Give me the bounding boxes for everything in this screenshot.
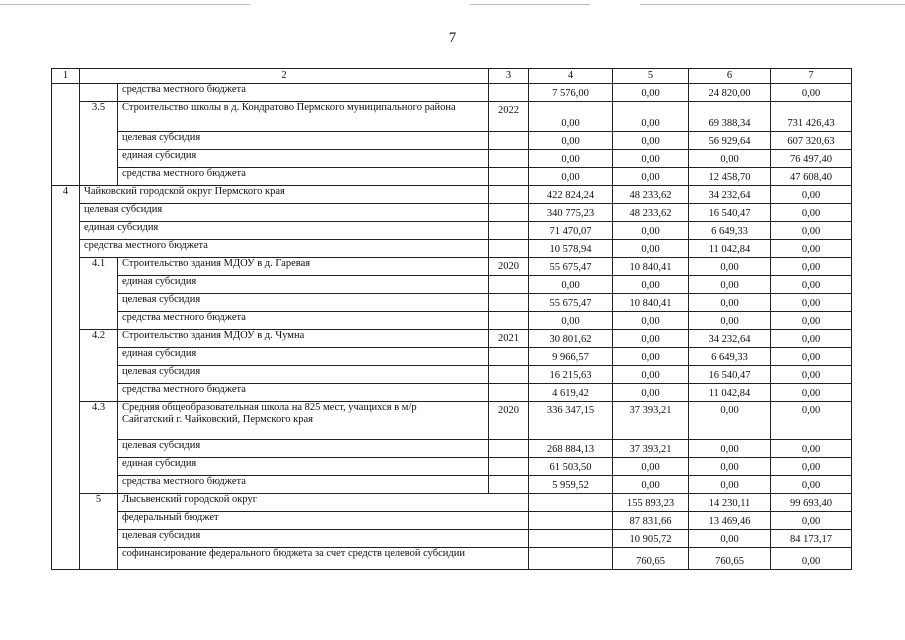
value-col5: 13 469,46 (689, 512, 771, 530)
value-col5: 0,00 (613, 132, 689, 150)
value-col5: 0,00 (613, 150, 689, 168)
value-col7: 0,00 (771, 204, 852, 222)
year-cell (489, 222, 529, 240)
table-row (52, 402, 852, 440)
value-col4: 0,00 (529, 150, 613, 168)
year-cell (489, 476, 529, 494)
row-name: средства местного бюджета (118, 312, 489, 330)
value-col4: 4 619,42 (529, 384, 613, 402)
section-code: 4 (52, 186, 80, 570)
value-col7: 0,00 (771, 366, 852, 384)
value-col6: 0,00 (689, 150, 771, 168)
value-col6: 12 458,70 (689, 168, 771, 186)
scan-top-line (640, 4, 905, 5)
section-code-cell (52, 84, 80, 186)
value-col6: 34 232,64 (689, 330, 771, 348)
subitem-code: 4.1 (80, 258, 118, 330)
year-cell (489, 458, 529, 476)
value-col4: 55 675,47 (529, 294, 613, 312)
table-row (52, 102, 852, 132)
year-cell (489, 366, 529, 384)
table-row (52, 476, 852, 494)
row-name: целевая субсидия (118, 440, 489, 458)
year-cell (489, 168, 529, 186)
value-col5: 14 230,11 (689, 494, 771, 512)
row-name: целевая субсидия (118, 294, 489, 312)
value-col7: 0,00 (771, 186, 852, 204)
value-col5: 0,00 (689, 530, 771, 548)
table-row (52, 186, 852, 204)
year-cell (489, 204, 529, 222)
value-col6: 16 540,47 (689, 204, 771, 222)
year-cell (489, 84, 529, 102)
table-row (52, 366, 852, 384)
value-col7: 0,00 (771, 222, 852, 240)
header-row (52, 69, 852, 84)
value-col5: 0,00 (613, 312, 689, 330)
row-name: Средняя общеобразовательная школа на 825 мест, учащихся в м/р Сайгатский г. Чайковский, Пермского края (118, 402, 489, 440)
value-col6: 0,00 (689, 258, 771, 276)
row-name: единая субсидия (118, 348, 489, 366)
value-col5: 48 233,62 (613, 186, 689, 204)
budget-table (51, 68, 852, 570)
table-row (52, 294, 852, 312)
row-name: целевая субсидия (118, 132, 489, 150)
row-name: целевая субсидия (118, 366, 489, 384)
value-col5: 48 233,62 (613, 204, 689, 222)
scan-top-line (0, 4, 250, 5)
table-row (52, 150, 852, 168)
value-col4: 0,00 (529, 276, 613, 294)
value-col6: 0,00 (771, 512, 852, 530)
value-col5: 0,00 (613, 384, 689, 402)
value-col5: 0,00 (613, 458, 689, 476)
value-col5: 10 840,41 (613, 258, 689, 276)
value-col5: 0,00 (613, 348, 689, 366)
row-name: единая субсидия (118, 150, 489, 168)
row-name: Лысьвенский городской округ (118, 494, 529, 512)
value-col5: 0,00 (613, 366, 689, 384)
value-col7: 0,00 (771, 458, 852, 476)
header-cell: 5 (613, 69, 689, 84)
value-col7: 0,00 (771, 258, 852, 276)
value-col6: 6 649,33 (689, 348, 771, 366)
value-col4: 7 576,00 (529, 84, 613, 102)
value-col6: 0,00 (689, 402, 771, 440)
value-col4: 9 966,57 (529, 348, 613, 366)
header-cell: 3 (489, 69, 529, 84)
value-col5: 0,00 (613, 102, 689, 132)
value-col7: 0,00 (771, 240, 852, 258)
value-col4: 0,00 (529, 168, 613, 186)
value-col5: 0,00 (613, 240, 689, 258)
header-cell: 4 (529, 69, 613, 84)
value-col4: 30 801,62 (529, 330, 613, 348)
scan-top-line (470, 4, 590, 5)
value-col4: 0,00 (529, 312, 613, 330)
value-col4: 16 215,63 (529, 366, 613, 384)
value-col7: 0,00 (771, 84, 852, 102)
row-name: единая субсидия (118, 276, 489, 294)
header-cell: 6 (689, 69, 771, 84)
value-col7: 0,00 (771, 294, 852, 312)
value-col5: 37 393,21 (613, 402, 689, 440)
table-row (52, 494, 852, 512)
value-col6: 0,00 (771, 548, 852, 570)
value-col5: 10 840,41 (613, 294, 689, 312)
value-col4: 268 884,13 (529, 440, 613, 458)
value-col6: 56 929,64 (689, 132, 771, 150)
row-name: Строительство здания МДОУ в д. Чумна (118, 330, 489, 348)
year-cell: 2021 (489, 330, 529, 348)
value-col4: 61 503,50 (529, 458, 613, 476)
value-col6: 99 693,40 (771, 494, 852, 512)
table-row (52, 258, 852, 276)
value-col6: 11 042,84 (689, 384, 771, 402)
value-col7: 0,00 (771, 402, 852, 440)
row-name: единая субсидия (118, 458, 489, 476)
value-col4: 0,00 (529, 132, 613, 150)
table-row (52, 204, 852, 222)
year-cell: 2020 (489, 402, 529, 440)
table-row (52, 312, 852, 330)
row-name: Чайковский городской округ Пермского края (80, 186, 489, 204)
table-row (52, 458, 852, 476)
year-cell (489, 384, 529, 402)
value-col4: 0,00 (529, 102, 613, 132)
table-row (52, 384, 852, 402)
table-row (52, 530, 852, 548)
year-cell (489, 294, 529, 312)
value-col6: 0,00 (689, 476, 771, 494)
value-col4: 87 831,66 (613, 512, 689, 530)
row-name: федеральный бюджет (118, 512, 529, 530)
value-col4: 155 893,23 (613, 494, 689, 512)
value-col5: 0,00 (613, 222, 689, 240)
header-cell: 2 (80, 69, 489, 84)
value-col7: 731 426,43 (771, 102, 852, 132)
value-col7: 47 608,40 (771, 168, 852, 186)
value-col4: 336 347,15 (529, 402, 613, 440)
table-row (52, 548, 852, 570)
table-row (52, 276, 852, 294)
table-row (52, 168, 852, 186)
year-cell (529, 530, 613, 548)
table-row (52, 240, 852, 258)
row-name: целевая субсидия (118, 530, 529, 548)
table-row (52, 132, 852, 150)
value-col5: 760,65 (689, 548, 771, 570)
year-cell (489, 348, 529, 366)
value-col4: 71 470,07 (529, 222, 613, 240)
subitem-code: 4.2 (80, 330, 118, 402)
row-name: софинансирование федерального бюджета за счет средств целевой субсидии (118, 548, 529, 570)
value-col7: 0,00 (771, 476, 852, 494)
value-col6: 0,00 (689, 294, 771, 312)
value-col7: 0,00 (771, 348, 852, 366)
row-name: средства местного бюджета (118, 384, 489, 402)
value-col6: 69 388,34 (689, 102, 771, 132)
value-col7: 0,00 (771, 276, 852, 294)
row-name: средства местного бюджета (118, 168, 489, 186)
value-col6: 11 042,84 (689, 240, 771, 258)
year-cell (489, 150, 529, 168)
subitem-code: 4.3 (80, 402, 118, 494)
value-col7: 0,00 (771, 440, 852, 458)
table-row (52, 222, 852, 240)
year-cell (489, 240, 529, 258)
value-col5: 0,00 (613, 168, 689, 186)
table-row (52, 512, 852, 530)
table-row (52, 330, 852, 348)
year-cell (529, 512, 613, 530)
year-cell: 2020 (489, 258, 529, 276)
value-col5: 0,00 (613, 84, 689, 102)
row-name: единая субсидия (80, 222, 489, 240)
value-col5: 0,00 (613, 276, 689, 294)
row-name: средства местного бюджета (118, 476, 489, 494)
value-col6: 6 649,33 (689, 222, 771, 240)
year-cell (489, 312, 529, 330)
value-col4: 760,65 (613, 548, 689, 570)
year-cell (529, 548, 613, 570)
year-cell (489, 186, 529, 204)
year-cell (529, 494, 613, 512)
value-col4: 10 578,94 (529, 240, 613, 258)
year-cell (489, 276, 529, 294)
value-col6: 24 820,00 (689, 84, 771, 102)
subitem-code: 3.5 (80, 102, 118, 186)
value-col6: 0,00 (689, 312, 771, 330)
row-name: средства местного бюджета (80, 240, 489, 258)
value-col6: 0,00 (689, 440, 771, 458)
table-row (52, 440, 852, 458)
value-col5: 37 393,21 (613, 440, 689, 458)
value-col6: 0,00 (689, 458, 771, 476)
value-col7: 76 497,40 (771, 150, 852, 168)
subitem-code-cell (80, 84, 118, 102)
page-number: 7 (448, 30, 457, 46)
value-col4: 5 959,52 (529, 476, 613, 494)
year-cell (489, 132, 529, 150)
section-code: 5 (80, 494, 118, 570)
row-name: средства местного бюджета (118, 84, 489, 102)
value-col4: 10 905,72 (613, 530, 689, 548)
row-name: Строительство здания МДОУ в д. Гаревая (118, 258, 489, 276)
value-col7: 0,00 (771, 312, 852, 330)
table-row (52, 84, 852, 102)
row-name: Строительство школы в д. Кондратово Пермского муниципального района (118, 102, 489, 132)
value-col7: 607 320,63 (771, 132, 852, 150)
value-col5: 0,00 (613, 330, 689, 348)
table-row (52, 348, 852, 366)
header-cell: 1 (52, 69, 80, 84)
value-col4: 422 824,24 (529, 186, 613, 204)
value-col5: 0,00 (613, 476, 689, 494)
header-cell: 7 (771, 69, 852, 84)
value-col7: 0,00 (771, 384, 852, 402)
value-col4: 340 775,23 (529, 204, 613, 222)
year-cell: 2022 (489, 102, 529, 132)
row-name: целевая субсидия (80, 204, 489, 222)
value-col6: 0,00 (689, 276, 771, 294)
value-col4: 55 675,47 (529, 258, 613, 276)
value-col6: 16 540,47 (689, 366, 771, 384)
value-col6: 84 173,17 (771, 530, 852, 548)
value-col6: 34 232,64 (689, 186, 771, 204)
value-col7: 0,00 (771, 330, 852, 348)
year-cell (489, 440, 529, 458)
